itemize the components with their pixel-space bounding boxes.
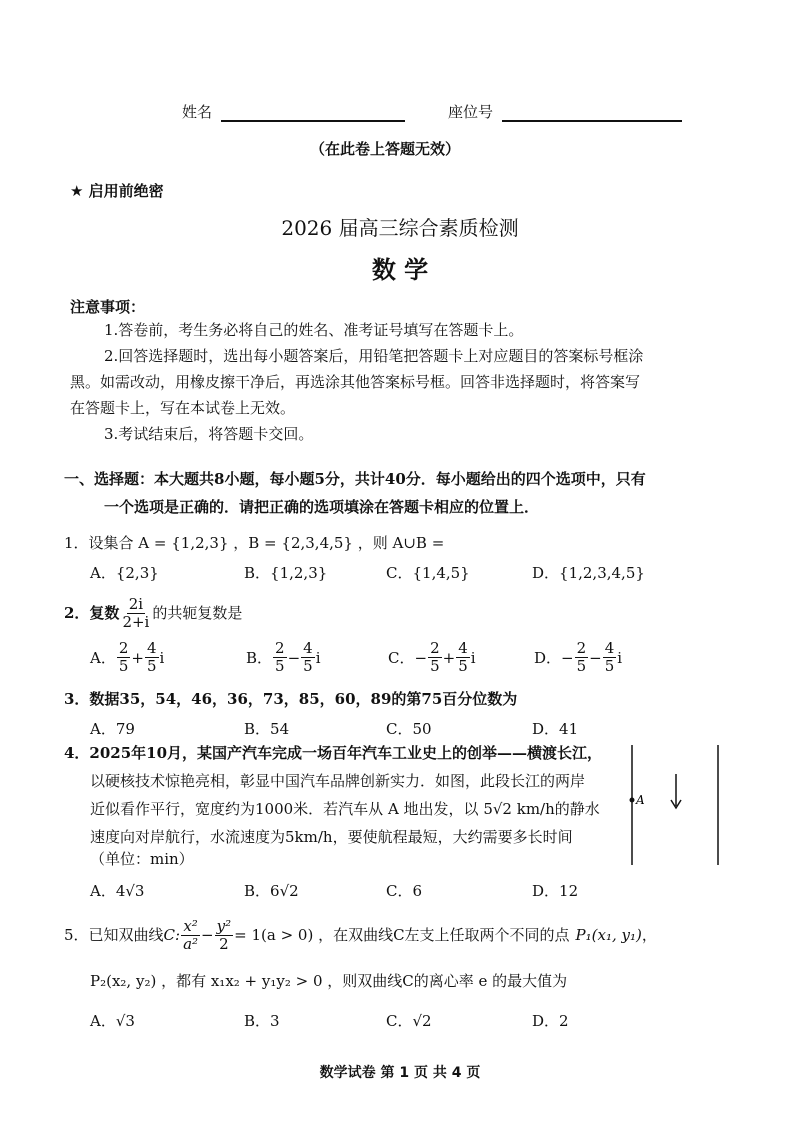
q2-c-i: i [470, 648, 476, 667]
q1-option-a: A．{2,3} [90, 564, 159, 582]
section1-line1: 一、选择题：本大题共8小题，每小题5分，共计40分．每小题给出的四个选项中，只有 [64, 470, 646, 488]
q4-line1: 4．2025年10月，某国产汽车完成一场百年汽车工业史上的创举——横渡长江， [64, 744, 603, 762]
q2-d-op: − [589, 648, 602, 667]
q3-option-a: A．79 [90, 720, 135, 738]
q5-option-d: D．2 [532, 1012, 569, 1030]
q5-line2: P₂(x₂, y₂) ，都有 x₁x₂ + y₁y₂ > 0 ，则双曲线C的离心率 e 的最大值为 [90, 972, 568, 990]
instruction-3: 3.考试结束后，将答题卡交回。 [104, 425, 314, 443]
q2-c-den2: 5 [458, 657, 468, 676]
q1-option-d: D．{1,2,3,4,5} [532, 564, 645, 582]
q2-b-label: B． [246, 649, 273, 668]
seat-label: 座位号 [448, 103, 494, 121]
q5-p1: P₁(x₁, y₁) [575, 926, 642, 945]
q2-fraction [120, 596, 151, 632]
q1-stem: 1．设集合 A = {1,2,3} ，B = {2,3,4,5} ，则 A∪B = [64, 534, 445, 552]
q3-option-b: B．54 [244, 720, 290, 738]
point-a-dot [630, 798, 635, 803]
instruction-2a: 2.回答选择题时，选出每小题答案后，用铅笔把答题卡上对应题目的答案标号框涂 [104, 347, 644, 365]
q1-option-c: C．{1,4,5} [386, 564, 470, 582]
q5-stem [64, 918, 657, 954]
q2-b-den1: 5 [275, 657, 285, 676]
q2-tail: 的共轭复数是 [152, 604, 243, 623]
point-a-label: A [636, 793, 645, 807]
name-blank [221, 120, 405, 122]
q4-line4: 速度向对岸航行，水流速度为5km/h，要使航程最短，大约需要多长时间 [90, 828, 573, 846]
q3-stem: 3．数据35，54，46，36，73，85，60，89的第75百分位数为 [64, 690, 518, 708]
q2-label: 2．复数 [64, 604, 120, 623]
seat-blank [502, 120, 682, 122]
q2-c-label: C． [388, 649, 415, 668]
name-field [182, 101, 405, 122]
q2-b-den2: 5 [303, 657, 313, 676]
q2-a-op: + [131, 648, 144, 667]
q4-option-c: C．6 [386, 882, 423, 900]
q5-y2: y² [216, 917, 232, 935]
q2-numerator: 2i [128, 595, 144, 613]
q5-comma: ， [641, 926, 657, 945]
q5-a2: a² [183, 935, 199, 954]
q2-d-num1: 2 [576, 639, 587, 657]
page-footer: 数学试卷 第 1 页 共 4 页 [319, 1065, 481, 1081]
q2-c-op: + [442, 648, 456, 667]
q2-d-sign: − [561, 648, 574, 667]
q2-d-label: D． [534, 649, 562, 668]
q2-d-den2: 5 [604, 657, 615, 676]
section1-line2: 一个选项是正确的．请把正确的选项填涂在答题卡相应的位置上． [104, 498, 540, 516]
q5-option-a: A．√3 [90, 1012, 135, 1030]
q2-a-den1: 5 [118, 657, 129, 676]
subject-title: 数 学 [371, 256, 429, 284]
q2-d-den1: 5 [576, 657, 587, 676]
q4-line5: （单位：min） [90, 850, 194, 868]
q5-label: 5．已知双曲线 [64, 926, 164, 945]
q2-option-b [246, 640, 321, 676]
q5-option-c: C．√2 [386, 1012, 432, 1030]
seat-field [448, 101, 682, 122]
q5-x2: x² [183, 917, 198, 935]
instructions-heading: 注意事项： [70, 298, 146, 316]
q2-a-i: i [159, 648, 165, 667]
q2-a-num2: 4 [146, 639, 157, 657]
q4-line2: 以硬核技术惊艳亮相，彰显中国汽车品牌创新实力．如图，此段长江的两岸 [90, 772, 586, 790]
exam-title: 2026 届高三综合素质检测 [281, 216, 519, 240]
q2-a-den2: 5 [146, 657, 157, 676]
q5-option-b: B．3 [244, 1012, 280, 1030]
q5-minus: − [201, 926, 214, 945]
instruction-2b: 黑。如需改动，用橡皮擦干净后，再选涂其他答案标号框。回答非选择题时，将答案写 [70, 373, 641, 391]
q2-c-sign: − [414, 648, 428, 667]
q3-option-d: D．41 [532, 720, 579, 738]
q5-two: 2 [219, 935, 229, 954]
q5-rest: = 1(a > 0) ，在双曲线C左支上任取两个不同的点 [234, 926, 570, 945]
q3-option-c: C．50 [386, 720, 432, 738]
q1-option-b: B．{1,2,3} [244, 564, 328, 582]
notice: （在此卷上答题无效） [310, 140, 461, 158]
q2-d-num2: 4 [604, 639, 615, 657]
q4-option-a: A．4√3 [90, 882, 145, 900]
q2-c-num1: 2 [430, 639, 440, 657]
river-figure [620, 740, 730, 870]
q2-b-i: i [315, 648, 321, 667]
q2-option-a [90, 640, 164, 676]
q4-line3: 近似看作平行，宽度约为1000米．若汽车从 A 地出发，以 5√2 km/h的静水 [90, 800, 600, 818]
q2-option-d [534, 640, 622, 676]
q2-b-num2: 4 [303, 639, 313, 657]
q4-option-d: D．12 [532, 882, 579, 900]
q2-a-num1: 2 [118, 639, 129, 657]
q2-stem [64, 596, 242, 632]
q2-option-c [388, 640, 476, 676]
q2-b-op: − [287, 648, 301, 667]
q2-a-label: A． [90, 649, 116, 668]
q2-c-den1: 5 [430, 657, 440, 676]
secret-mark: ★ 启用前绝密 [70, 182, 164, 200]
q2-d-i: i [617, 648, 623, 667]
q2-b-num1: 2 [275, 639, 285, 657]
q2-c-num2: 4 [458, 639, 468, 657]
q2-denominator: 2+i [122, 613, 150, 632]
name-label: 姓名 [182, 103, 213, 121]
q5-curve-name: C: [163, 926, 181, 945]
instruction-2c: 在答题卡上，写在本试卷上无效。 [70, 399, 296, 417]
q4-option-b: B．6√2 [244, 882, 299, 900]
instruction-1: 1.答卷前，考生务必将自己的姓名、准考证号填写在答题卡上。 [104, 321, 524, 339]
